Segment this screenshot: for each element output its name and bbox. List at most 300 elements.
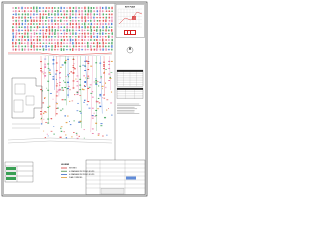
route-segment bbox=[36, 30, 37, 32]
route-segment bbox=[52, 10, 53, 13]
plot-marker bbox=[99, 63, 101, 64]
plot-patch bbox=[61, 126, 63, 127]
route-segment bbox=[78, 20, 79, 21]
route-segment bbox=[82, 42, 83, 44]
route-segment bbox=[40, 30, 41, 31]
route-segment bbox=[102, 23, 103, 25]
plot-patch bbox=[64, 115, 66, 116]
route-segment bbox=[87, 42, 88, 44]
plot-marker bbox=[95, 80, 97, 81]
route-segment bbox=[54, 39, 55, 40]
route-segment bbox=[45, 33, 46, 35]
legend-label: & DRAINAGE PROPOSED ROUTE bbox=[69, 171, 95, 173]
route-segment bbox=[25, 30, 26, 32]
route-segment bbox=[33, 17, 34, 18]
plot-marker bbox=[56, 95, 58, 96]
route-segment bbox=[39, 11, 40, 12]
plot-marker bbox=[40, 70, 42, 71]
route-segment bbox=[64, 26, 65, 28]
plot-marker bbox=[103, 66, 105, 67]
route-segment bbox=[84, 45, 85, 47]
road-line bbox=[8, 138, 112, 140]
route-segment bbox=[21, 39, 22, 42]
route-segment bbox=[63, 42, 64, 44]
route-segment bbox=[72, 48, 73, 51]
route-segment bbox=[24, 39, 25, 41]
route-segment bbox=[108, 7, 109, 9]
route-segment bbox=[75, 7, 76, 10]
route-segment bbox=[111, 14, 112, 16]
route-segment bbox=[76, 26, 77, 28]
route-segment bbox=[57, 20, 58, 21]
route-segment bbox=[94, 30, 95, 31]
plot-marker bbox=[99, 94, 101, 95]
route-segment bbox=[81, 10, 82, 12]
route-segment bbox=[22, 23, 23, 25]
route-segment bbox=[87, 26, 88, 28]
route-segment bbox=[84, 39, 85, 41]
route-segment bbox=[105, 36, 106, 37]
route-segment bbox=[15, 20, 16, 22]
route-segment bbox=[78, 23, 79, 25]
route-segment bbox=[106, 10, 107, 11]
route-segment bbox=[94, 20, 95, 22]
plot-patch bbox=[98, 135, 100, 136]
route-segment bbox=[91, 23, 92, 25]
plot-patch bbox=[65, 134, 66, 135]
route-segment bbox=[39, 46, 40, 48]
plot-patch bbox=[57, 108, 59, 109]
route-segment bbox=[49, 43, 50, 44]
route-segment bbox=[43, 32, 44, 35]
route-segment bbox=[70, 23, 71, 26]
route-segment bbox=[54, 7, 55, 9]
route-segment bbox=[76, 30, 77, 31]
plot-patch bbox=[66, 122, 68, 123]
route-segment bbox=[27, 29, 28, 31]
route-segment bbox=[54, 26, 55, 28]
route-segment bbox=[90, 39, 91, 41]
route-segment bbox=[81, 39, 82, 41]
route-segment bbox=[13, 11, 14, 12]
route-segment bbox=[90, 13, 91, 16]
route-segment bbox=[91, 7, 92, 9]
route-segment bbox=[72, 20, 73, 22]
branch-route bbox=[91, 56, 93, 132]
route-segment bbox=[37, 26, 38, 29]
route-segment bbox=[22, 36, 23, 38]
route-segment bbox=[99, 17, 100, 19]
route-segment bbox=[36, 10, 37, 12]
route-segment bbox=[106, 26, 107, 29]
plot-marker bbox=[92, 128, 94, 129]
route-segment bbox=[100, 7, 101, 10]
route-segment bbox=[102, 30, 103, 32]
route-segment bbox=[30, 26, 31, 28]
plot-patch bbox=[84, 85, 85, 86]
plot-patch bbox=[65, 60, 66, 61]
plot-patch bbox=[83, 75, 85, 76]
route-segment bbox=[103, 17, 104, 19]
route-segment bbox=[28, 49, 29, 51]
route-segment bbox=[43, 35, 44, 38]
route-segment bbox=[61, 13, 62, 15]
route-segment bbox=[51, 49, 52, 51]
plot-patch bbox=[83, 102, 84, 103]
route-segment bbox=[70, 10, 71, 12]
route-segment bbox=[36, 20, 37, 22]
route-segment bbox=[25, 23, 26, 24]
route-segment bbox=[57, 39, 58, 41]
plot-patch bbox=[84, 129, 85, 130]
plot-patch bbox=[86, 60, 88, 61]
plot-patch bbox=[56, 79, 57, 80]
route-segment bbox=[43, 13, 44, 15]
route-segment bbox=[111, 19, 112, 22]
plot-marker bbox=[95, 110, 97, 111]
route-segment bbox=[64, 20, 65, 21]
route-segment bbox=[106, 14, 107, 15]
route-segment bbox=[48, 48, 49, 50]
plot-marker bbox=[56, 63, 58, 64]
route-segment bbox=[93, 7, 94, 9]
route-segment bbox=[30, 39, 31, 41]
plot-marker bbox=[59, 82, 61, 83]
route-segment bbox=[60, 20, 61, 22]
plot-patch bbox=[109, 78, 111, 79]
route-segment bbox=[57, 49, 58, 51]
plot-marker bbox=[79, 89, 81, 90]
plot-marker bbox=[67, 95, 69, 96]
plot-patch bbox=[105, 87, 106, 88]
route-segment bbox=[66, 33, 67, 34]
plot-patch bbox=[97, 108, 99, 109]
route-segment bbox=[79, 30, 80, 31]
route-segment bbox=[72, 29, 73, 31]
schedule-tables bbox=[117, 70, 143, 114]
plot-patch bbox=[111, 91, 112, 92]
route-segment bbox=[99, 20, 100, 22]
route-segment bbox=[94, 49, 95, 51]
route-segment bbox=[19, 42, 20, 44]
route-segment bbox=[42, 10, 43, 12]
plot-patch bbox=[104, 117, 106, 118]
plot-marker bbox=[92, 108, 94, 109]
plot-patch bbox=[57, 91, 59, 92]
plot-patch bbox=[74, 94, 75, 95]
route-segment bbox=[105, 23, 106, 24]
route-segment bbox=[30, 10, 31, 12]
route-segment bbox=[81, 7, 82, 8]
plot-marker bbox=[108, 74, 110, 75]
route-segment bbox=[96, 48, 97, 51]
plot-marker bbox=[73, 88, 75, 89]
route-segment bbox=[84, 7, 85, 10]
route-segment bbox=[18, 29, 19, 31]
route-segment bbox=[39, 33, 40, 35]
route-segment bbox=[72, 23, 73, 25]
route-segment bbox=[45, 23, 46, 24]
plot-patch bbox=[42, 102, 44, 103]
plot-marker bbox=[87, 76, 89, 77]
route-segment bbox=[100, 23, 101, 25]
route-segment bbox=[76, 42, 77, 44]
route-segment bbox=[36, 46, 37, 48]
route-segment bbox=[28, 23, 29, 24]
plot-marker bbox=[47, 63, 49, 64]
route-segment bbox=[111, 49, 112, 51]
route-segment bbox=[84, 43, 85, 44]
plot-marker bbox=[67, 82, 69, 83]
route-segment bbox=[42, 23, 43, 25]
route-segment bbox=[66, 20, 67, 22]
plot-patch bbox=[60, 128, 61, 129]
route-segment bbox=[25, 7, 26, 9]
plot-marker bbox=[47, 90, 49, 91]
plot-patch bbox=[96, 101, 98, 102]
route-segment bbox=[88, 20, 89, 21]
route-segment bbox=[18, 7, 19, 9]
route-segment bbox=[93, 17, 94, 19]
route-segment bbox=[111, 23, 112, 25]
plot-patch bbox=[111, 61, 113, 62]
route-segment bbox=[33, 30, 34, 31]
plot-marker bbox=[79, 66, 81, 67]
route-segment bbox=[90, 33, 91, 35]
route-segment bbox=[42, 26, 43, 28]
route-segment bbox=[79, 14, 80, 16]
route-segment bbox=[72, 17, 73, 18]
plot-patch bbox=[102, 88, 103, 89]
route-segment bbox=[46, 36, 47, 38]
route-segment bbox=[12, 26, 13, 28]
route-segment bbox=[99, 13, 100, 16]
route-segment bbox=[22, 13, 23, 15]
plot-patch bbox=[111, 115, 112, 116]
route-segment bbox=[18, 45, 19, 47]
route-segment bbox=[81, 49, 82, 50]
route-segment bbox=[87, 49, 88, 50]
plot-patch bbox=[102, 97, 103, 98]
table-header bbox=[117, 88, 143, 90]
route-segment bbox=[75, 36, 76, 37]
route-segment bbox=[31, 20, 32, 23]
route-segment bbox=[30, 17, 31, 19]
route-segment bbox=[49, 39, 50, 41]
route-segment bbox=[66, 43, 67, 44]
plot-patch bbox=[73, 132, 75, 133]
route-segment bbox=[45, 45, 46, 47]
route-segment bbox=[54, 32, 55, 35]
route-segment bbox=[51, 14, 52, 16]
plot-patch bbox=[84, 100, 86, 101]
plot-patch bbox=[71, 136, 72, 137]
route-segment bbox=[48, 46, 49, 47]
plot-marker bbox=[79, 79, 81, 80]
plot-patch bbox=[63, 80, 64, 81]
plot-marker bbox=[73, 67, 75, 68]
plot-marker bbox=[47, 119, 49, 120]
company-logo-icon bbox=[124, 30, 136, 35]
plot-patch bbox=[57, 83, 58, 84]
route-segment bbox=[46, 26, 47, 27]
route-segment bbox=[61, 39, 62, 41]
route-segment bbox=[31, 45, 32, 47]
route-segment bbox=[55, 10, 56, 12]
route-segment bbox=[61, 48, 62, 51]
route-segment bbox=[25, 14, 26, 16]
plot-patch bbox=[100, 76, 102, 77]
route-segment bbox=[36, 33, 37, 34]
route-segment bbox=[54, 49, 55, 51]
plot-patch bbox=[98, 133, 100, 134]
route-segment bbox=[72, 10, 73, 12]
route-segment bbox=[33, 7, 34, 10]
route-segment bbox=[57, 13, 58, 15]
route-segment bbox=[54, 42, 55, 44]
route-segment bbox=[67, 39, 68, 41]
route-segment bbox=[105, 7, 106, 10]
plot-marker bbox=[84, 82, 86, 83]
route-segment bbox=[12, 16, 13, 19]
route-segment bbox=[30, 13, 31, 15]
plot-marker bbox=[87, 101, 89, 102]
route-segment bbox=[27, 45, 28, 47]
plot-patch bbox=[75, 79, 77, 80]
north-arrow-icon bbox=[127, 47, 133, 54]
route-segment bbox=[55, 23, 56, 25]
plot-patch bbox=[69, 73, 70, 74]
route-segment bbox=[39, 23, 40, 25]
route-segment bbox=[63, 30, 64, 32]
plot-marker bbox=[44, 67, 46, 68]
plot-patch bbox=[85, 78, 86, 79]
plot-patch bbox=[48, 68, 50, 69]
route-segment bbox=[88, 39, 89, 40]
legend-label: & DRAINAGE PROPOSED ROUTE bbox=[69, 175, 95, 176]
plot-marker bbox=[64, 82, 66, 83]
plot-patch bbox=[60, 137, 62, 138]
route-segment bbox=[69, 16, 70, 19]
route-segment bbox=[90, 45, 91, 48]
route-segment bbox=[22, 20, 23, 21]
route-segment bbox=[13, 35, 14, 38]
route-segment bbox=[27, 36, 28, 38]
route-segment bbox=[67, 23, 68, 25]
route-segment bbox=[21, 30, 22, 31]
plot-marker bbox=[56, 113, 58, 114]
plot-marker bbox=[40, 89, 42, 90]
plot-marker bbox=[108, 61, 110, 62]
route-segment bbox=[96, 26, 97, 28]
route-segment bbox=[72, 32, 73, 34]
route-segment bbox=[93, 10, 94, 12]
plot-patch bbox=[100, 125, 102, 126]
route-segment bbox=[13, 49, 14, 51]
route-segment bbox=[42, 30, 43, 32]
route-segment bbox=[18, 20, 19, 22]
route-segment bbox=[15, 13, 16, 15]
route-segment bbox=[51, 17, 52, 18]
plot-patch bbox=[73, 65, 74, 66]
route-segment bbox=[46, 16, 47, 18]
route-segment bbox=[79, 26, 80, 29]
route-segment bbox=[48, 26, 49, 28]
route-segment bbox=[109, 10, 110, 12]
route-segment bbox=[55, 45, 56, 48]
route-segment bbox=[61, 42, 62, 44]
route-segment bbox=[60, 30, 61, 32]
route-segment bbox=[63, 17, 64, 19]
route-segment bbox=[81, 46, 82, 48]
route-segment bbox=[99, 10, 100, 12]
route-segment bbox=[70, 42, 71, 44]
route-segment bbox=[30, 30, 31, 32]
route-segment bbox=[46, 29, 47, 32]
plot-marker bbox=[64, 62, 66, 63]
route-segment bbox=[16, 30, 17, 32]
plot-marker bbox=[108, 64, 110, 65]
route-segment bbox=[88, 36, 89, 38]
route-segment bbox=[24, 10, 25, 12]
route-segment bbox=[51, 36, 52, 38]
route-segment bbox=[15, 46, 16, 48]
route-segment bbox=[34, 49, 35, 51]
route-segment bbox=[13, 14, 14, 15]
route-segment bbox=[112, 39, 113, 41]
route-segment bbox=[48, 7, 49, 8]
branch-route bbox=[53, 56, 54, 90]
plot-patch bbox=[102, 86, 104, 87]
route-segment bbox=[33, 23, 34, 25]
route-segment bbox=[48, 20, 49, 22]
route-segment bbox=[102, 26, 103, 28]
route-segment bbox=[93, 36, 94, 38]
route-segment bbox=[40, 43, 41, 44]
route-segment bbox=[18, 14, 19, 16]
plot-patch bbox=[70, 89, 71, 90]
route-segment bbox=[94, 23, 95, 25]
plot-marker bbox=[77, 94, 79, 95]
route-segment bbox=[87, 13, 88, 15]
route-segment bbox=[21, 7, 22, 9]
plot-marker bbox=[77, 81, 79, 82]
route-segment bbox=[12, 39, 13, 41]
route-segment bbox=[54, 13, 55, 15]
route-segment bbox=[61, 17, 62, 18]
route-segment bbox=[108, 23, 109, 25]
route-segment bbox=[39, 27, 40, 28]
plot-patch bbox=[88, 61, 89, 62]
plot-marker bbox=[40, 111, 42, 112]
plot-patch bbox=[76, 133, 77, 134]
route-segment bbox=[39, 49, 40, 50]
route-segment bbox=[39, 20, 40, 22]
plot-patch bbox=[104, 72, 105, 73]
route-segment bbox=[43, 43, 44, 44]
route-segment bbox=[66, 46, 67, 48]
route-segment bbox=[45, 14, 46, 15]
route-segment bbox=[85, 19, 86, 22]
drawing-sheet bbox=[0, 0, 149, 198]
route-segment bbox=[69, 46, 70, 48]
route-segment bbox=[46, 7, 47, 9]
plot-marker bbox=[87, 63, 89, 64]
plot-patch bbox=[100, 123, 102, 124]
route-segment bbox=[51, 45, 52, 47]
key-plan-highlight bbox=[132, 16, 136, 20]
plot-patch bbox=[98, 85, 99, 86]
